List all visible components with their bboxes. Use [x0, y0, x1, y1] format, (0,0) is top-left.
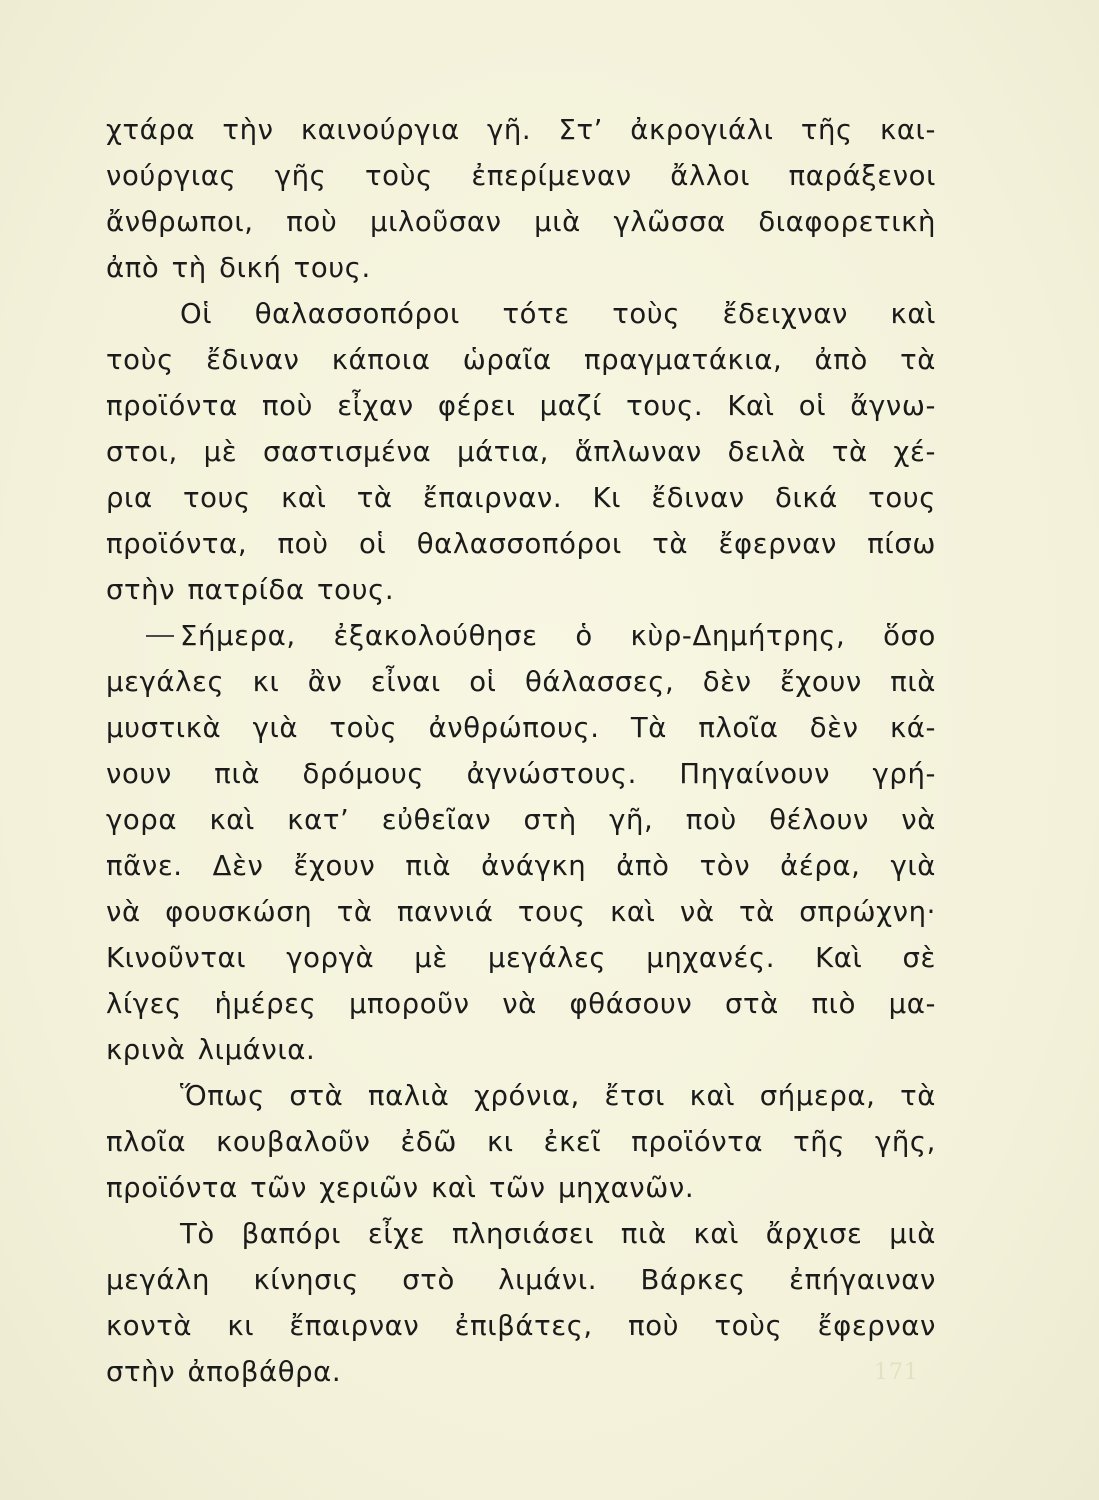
- text-line: κοντὰ κι ἔπαιρναν ἐπιβάτες, ποὺ τοὺς ἔφερναν: [106, 1310, 936, 1342]
- dialogue-dash: [146, 635, 174, 637]
- text-line: μεγάλη κίνησις στὸ λιμάνι. Βάρκες ἐπήγαιναν: [106, 1264, 936, 1296]
- text-line: γορα καὶ κατ’ εὐθεῖαν στὴ γῆ, ποὺ θέλουν νὰ: [106, 804, 936, 836]
- text-line: πᾶνε. Δὲν ἔχουν πιὰ ἀνάγκη ἀπὸ τὸν ἀέρα, γιὰ: [106, 850, 936, 882]
- text-line: ἄνθρωποι, ποὺ μιλοῦσαν μιὰ γλῶσσα διαφορετικὴ: [106, 206, 936, 238]
- text-line: στοι, μὲ σαστισμένα μάτια, ἅπλωναν δειλὰ τὰ χέ-: [106, 436, 936, 468]
- text-line: Οἱ θαλασσοπόροι τότε τοὺς ἔδειχναν καὶ: [180, 298, 936, 330]
- text-line: ἀπὸ τὴ δική τους.: [106, 252, 371, 284]
- text-line: λίγες ἡμέρες μποροῦν νὰ φθάσουν στὰ πιὸ μα-: [106, 988, 936, 1020]
- text-line: ρια τους καὶ τὰ ἔπαιρναν. Κι ἔδιναν δικά τους: [106, 482, 936, 514]
- text-line: μυστικὰ γιὰ τοὺς ἀνθρώπους. Τὰ πλοῖα δὲν κά-: [106, 712, 936, 744]
- text-line: μεγάλες κι ἂν εἶναι οἱ θάλασσες, δὲν ἔχουν πιὰ: [106, 666, 936, 698]
- page-number: 171: [874, 1360, 919, 1385]
- text-line: τοὺς ἔδιναν κάποια ὡραῖα πραγματάκια, ἀπὸ τὰ: [106, 344, 936, 376]
- text-line: κρινὰ λιμάνια.: [106, 1034, 316, 1066]
- text-line: Τὸ βαπόρι εἶχε πλησιάσει πιὰ καὶ ἄρχισε μιὰ: [180, 1218, 936, 1250]
- text-line: νουν πιὰ δρόμους ἀγνώστους. Πηγαίνουν γρή-: [106, 758, 936, 790]
- text-line: πλοῖα κουβαλοῦν ἐδῶ κι ἐκεῖ προϊόντα τῆς γῆς,: [106, 1126, 936, 1158]
- text-line: χτάρα τὴν καινούργια γῆ. Στ’ ἀκρογιάλι τῆς και-: [106, 114, 936, 146]
- text-line: Κινοῦνται γοργὰ μὲ μεγάλες μηχανές. Καὶ σὲ: [106, 942, 936, 974]
- text-line: Σήμερα, ἐξακολούθησε ὁ κὺρ-Δημήτρης, ὅσο: [180, 620, 936, 652]
- text-line: νὰ φουσκώση τὰ παννιά τους καὶ νὰ τὰ σπρώχνη·: [106, 896, 936, 928]
- text-line: στὴν ἀποβάθρα.: [106, 1356, 342, 1388]
- text-line: προϊόντα, ποὺ οἱ θαλασσοπόροι τὰ ἔφερναν πίσω: [106, 528, 936, 560]
- text-line: Ὅπως στὰ παλιὰ χρόνια, ἔτσι καὶ σήμερα, τὰ: [180, 1080, 936, 1112]
- text-line: προϊόντα τῶν χεριῶν καὶ τῶν μηχανῶν.: [106, 1172, 695, 1204]
- text-line: προϊόντα ποὺ εἶχαν φέρει μαζί τους. Καὶ οἱ ἄγνω-: [106, 390, 936, 422]
- text-line: νούργιας γῆς τοὺς ἐπερίμεναν ἄλλοι παράξενοι: [106, 160, 936, 192]
- text-line: στὴν πατρίδα τους.: [106, 574, 395, 606]
